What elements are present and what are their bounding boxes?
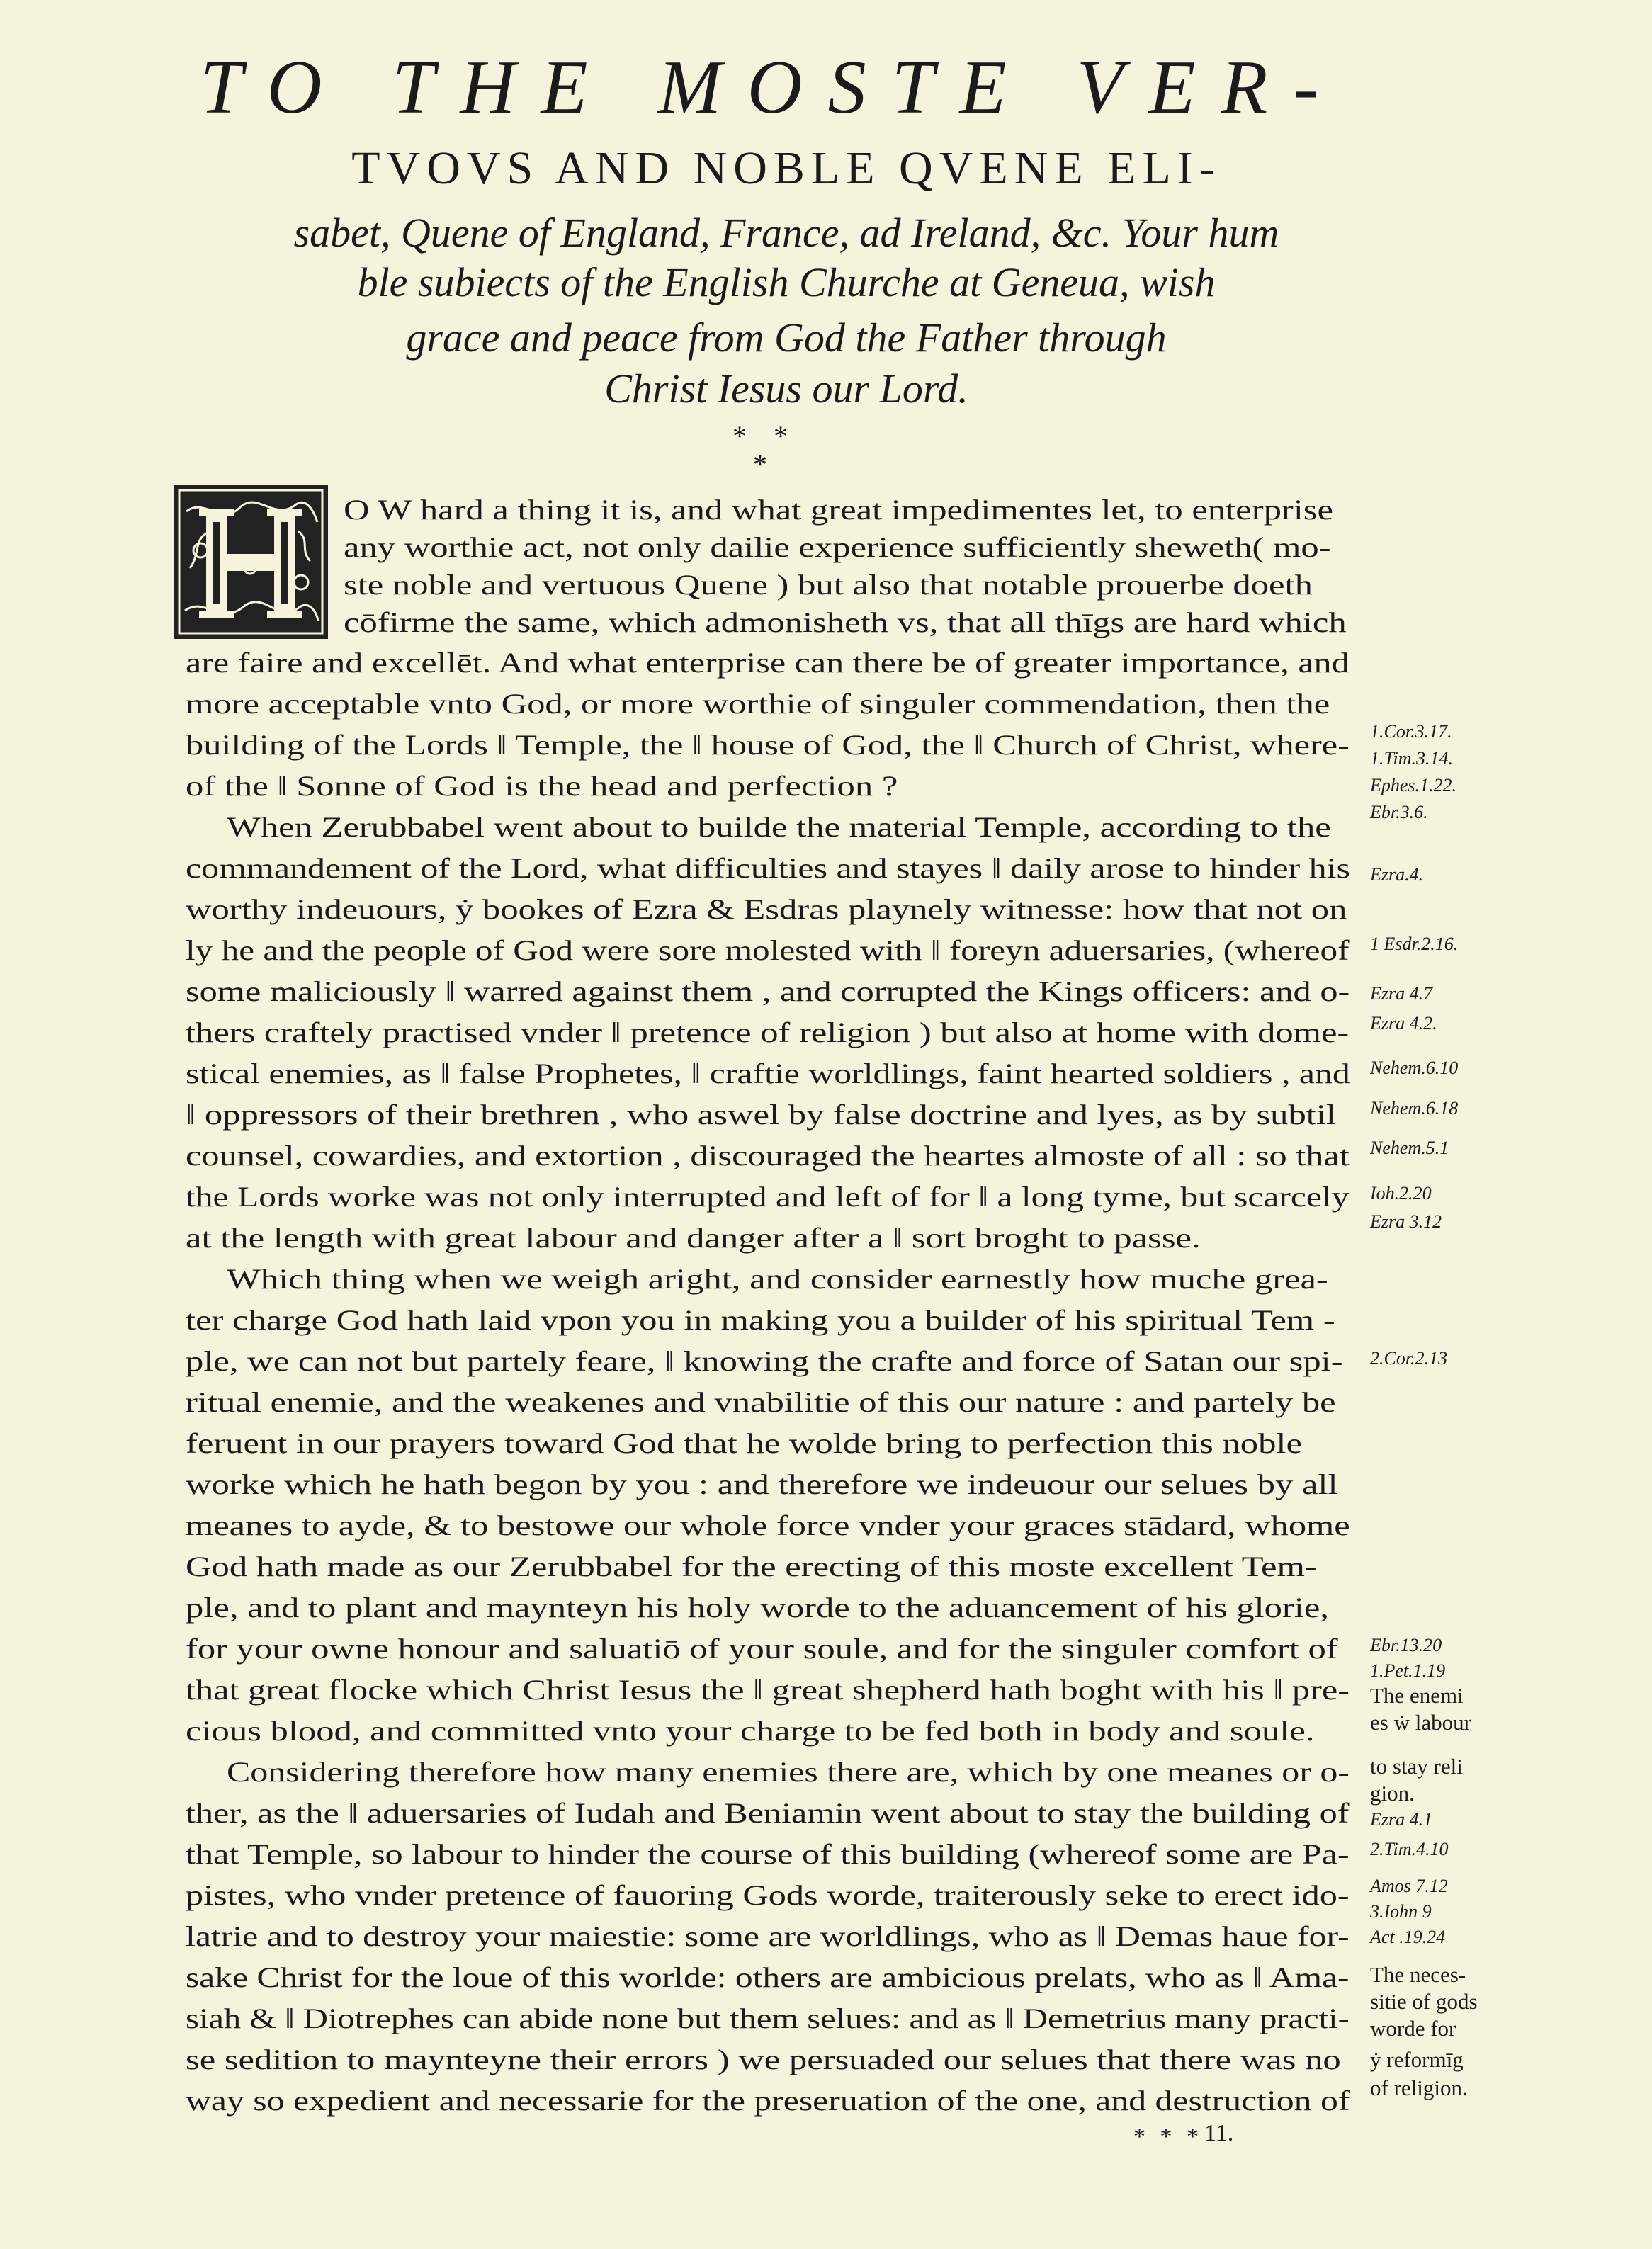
margin-note: 1.Pet.1.19 — [1370, 1660, 1446, 1681]
margin-note: Ebr.13.20 — [1370, 1635, 1442, 1655]
margin-note: 2.Cor.2.13 — [1370, 1348, 1448, 1369]
body-text-line: more acceptable vnto God, or more worthie of singuler commendation, then the — [186, 688, 1330, 720]
body-text-line: Considering therefore how many enemies there are, which by one meanes or o- — [227, 1756, 1350, 1788]
body-text-line: latrie and to destroy your maiestie: some are worldlings, who as ‖ Demas haue for- — [186, 1920, 1350, 1952]
dedication-subtitle-line: sabet, Quene of England, France, ad Ireland, &c. Your hum — [293, 210, 1279, 256]
margin-note: gion. — [1370, 1781, 1415, 1806]
body-text-line: ther, as the ‖ aduersaries of Iudah and Beniamin went about to stay the building of — [186, 1797, 1350, 1829]
body-text-line: building of the Lords ‖ Temple, the ‖ house of God, the ‖ Church of Christ, where- — [186, 729, 1350, 761]
body-text-line: way so expedient and necessarie for the preseruation of the one, and destruction of — [186, 2085, 1350, 2117]
body-text-line: God hath made as our Zerubbabel for the erecting of this moste excellent Tem- — [186, 1551, 1317, 1582]
body-text-line: at the length with great labour and danger after a ‖ sort broght to passe. — [186, 1222, 1201, 1254]
margin-note: Ezra 4.7 — [1370, 983, 1433, 1004]
body-text-line: the Lords worke was not only interrupted and left of for ‖ a long tyme, but scarcely — [186, 1181, 1350, 1213]
page-number: 11. — [1204, 2120, 1234, 2146]
margin-note: The neces- — [1370, 1962, 1466, 1987]
margin-note: Amos 7.12 — [1370, 1876, 1448, 1896]
margin-note: Ebr.3.6. — [1370, 802, 1428, 822]
margin-note: worde for — [1370, 2016, 1456, 2041]
dedication-subtitle-line: ble subiects of the English Churche at Geneua, wish — [357, 259, 1216, 305]
margin-note: 3.Iohn 9 — [1370, 1901, 1432, 1922]
margin-note: of religion. — [1370, 2075, 1468, 2100]
body-text-line: ter charge God hath laid vpon you in making you a builder of his spiritual Tem - — [186, 1304, 1335, 1336]
body-text-line: pistes, who vnder pretence of fauoring Gods worde, traiterously seke to erect ido- — [186, 1879, 1350, 1911]
dedication-subtitle-line: grace and peace from God the Father through — [406, 315, 1167, 361]
body-text-line: any worthie act, not only dailie experience sufficiently sheweth( mo- — [344, 531, 1331, 563]
body-text-line: for your owne honour and saluatiō of your soule, and for the singuler comfort of — [186, 1633, 1338, 1665]
margin-note: 1 Esdr.2.16. — [1370, 934, 1459, 954]
body-text-line: feruent in our prayers toward God that he wolde bring to perfection this noble — [186, 1427, 1302, 1459]
body-text-line: O W hard a thing it is, and what great impedimentes let, to enterprise — [344, 494, 1333, 526]
body-text-line: ritual enemie, and the weakenes and vnabilitie of this our nature : and partely be — [186, 1386, 1336, 1418]
margin-note: Act .19.24 — [1370, 1927, 1446, 1947]
body-text-line: of the ‖ Sonne of God is the head and perfection ? — [186, 770, 898, 802]
margin-note: 1.Tim.3.14. — [1370, 748, 1454, 769]
body-text-line: sake Christ for the loue of this worlde: others are ambicious prelats, who as ‖ Ama- — [186, 1961, 1350, 1993]
body-text-line: cōfirme the same, which admonisheth vs, that all thīgs are hard which — [344, 606, 1347, 638]
dedication-subtitle-line: Christ Iesus our Lord. — [604, 366, 968, 412]
body-text-line: that Temple, so labour to hinder the course of this building (whereof some are Pa- — [186, 1838, 1350, 1870]
body-text-line: ple, we can not but partely feare, ‖ knowing the crafte and force of Satan our spi- — [186, 1345, 1343, 1377]
margin-note: Nehem.6.18 — [1370, 1098, 1459, 1118]
body-text-line: thers craftely practised vnder ‖ pretence of religion ) but also at home with dome- — [186, 1016, 1350, 1048]
body-text-line: siah & ‖ Diotrephes can abide none but them selues: and as ‖ Demetrius many practi- — [186, 2002, 1350, 2034]
margin-note: Nehem.5.1 — [1370, 1138, 1449, 1158]
margin-note: Nehem.6.10 — [1370, 1058, 1459, 1078]
body-text-line: meanes to ayde, & to bestowe our whole force vnder your graces stādard, whome — [186, 1509, 1350, 1541]
signature-mark: * * * — [1133, 2124, 1203, 2150]
body-text-line: ste noble and vertuous Quene ) but also that notable prouerbe doeth — [344, 569, 1313, 601]
margin-note: to stay reli — [1370, 1754, 1463, 1779]
body-text-line: worthy indeuours, ẏ bookes of Ezra & Esdras playnely witnesse: how that not on — [186, 893, 1347, 925]
margin-note: Ezra 3.12 — [1370, 1211, 1442, 1232]
margin-note: Ephes.1.22. — [1370, 775, 1457, 795]
margin-note: 1.Cor.3.17. — [1370, 721, 1452, 742]
body-text-line: commandement of the Lord, what difficulties and stayes ‖ daily arose to hinder his — [186, 852, 1350, 884]
body-text-line: that great flocke which Christ Iesus the ‖ great shepherd hath boght with his ‖ pre- — [186, 1674, 1350, 1706]
drop-cap-h-icon — [172, 483, 329, 640]
title-line-2: TVOVS AND NOBLE QVENE ELI- — [351, 142, 1221, 194]
margin-note: Ezra 4.1 — [1370, 1809, 1433, 1830]
ornament-asterisks: * * * — [732, 420, 798, 480]
body-text-line: When Zerubbabel went about to builde the material Temple, according to the — [227, 811, 1331, 843]
body-text-line: stical enemies, as ‖ false Prophetes, ‖ craftie worldlings, faint hearted soldiers , and — [186, 1058, 1350, 1089]
body-text-line: ple, and to plant and maynteyn his holy worde to the aduancement of his glorie, — [186, 1592, 1329, 1624]
body-text-line: se sedition to maynteyne their errors ) we persuaded our selues that there was no — [186, 2044, 1341, 2075]
body-text-line: Which thing when we weigh aright, and consider earnestly how muche grea- — [227, 1263, 1328, 1295]
margin-note: ẏ reformīg — [1370, 2047, 1464, 2072]
margin-note: 2.Tim.4.10 — [1370, 1839, 1449, 1859]
margin-note: sitie of gods — [1370, 1989, 1478, 2014]
body-text-line: ly he and the people of God were sore molested with ‖ foreyn aduersaries, (whereof — [186, 934, 1350, 966]
body-text-line: are faire and excellēt. And what enterprise can there be of greater importance, and — [186, 647, 1350, 679]
body-text-line: worke which he hath begon by you : and therefore we indeuour our selues by all — [186, 1468, 1338, 1500]
body-text-line: cious blood, and committed vnto your charge to be fed both in body and soule. — [186, 1715, 1315, 1747]
body-text-line: ‖ oppressors of their brethren , who aswel by false doctrine and lyes, as by subtil — [186, 1099, 1336, 1131]
margin-note: es ẇ labour — [1370, 1710, 1471, 1735]
margin-note: Ezra.4. — [1370, 864, 1424, 885]
body-text-line: counsel, cowardies, and extortion , discouraged the heartes almoste of all : so that — [186, 1140, 1350, 1172]
body-text-line: some maliciously ‖ warred against them , and corrupted the Kings officers: and o- — [186, 975, 1350, 1007]
margin-note: Ezra 4.2. — [1370, 1013, 1437, 1033]
margin-note: Ioh.2.20 — [1370, 1183, 1432, 1203]
margin-note: The enemi — [1370, 1683, 1464, 1708]
title-line-1: TO THE MOSTE VER- — [200, 45, 1345, 130]
